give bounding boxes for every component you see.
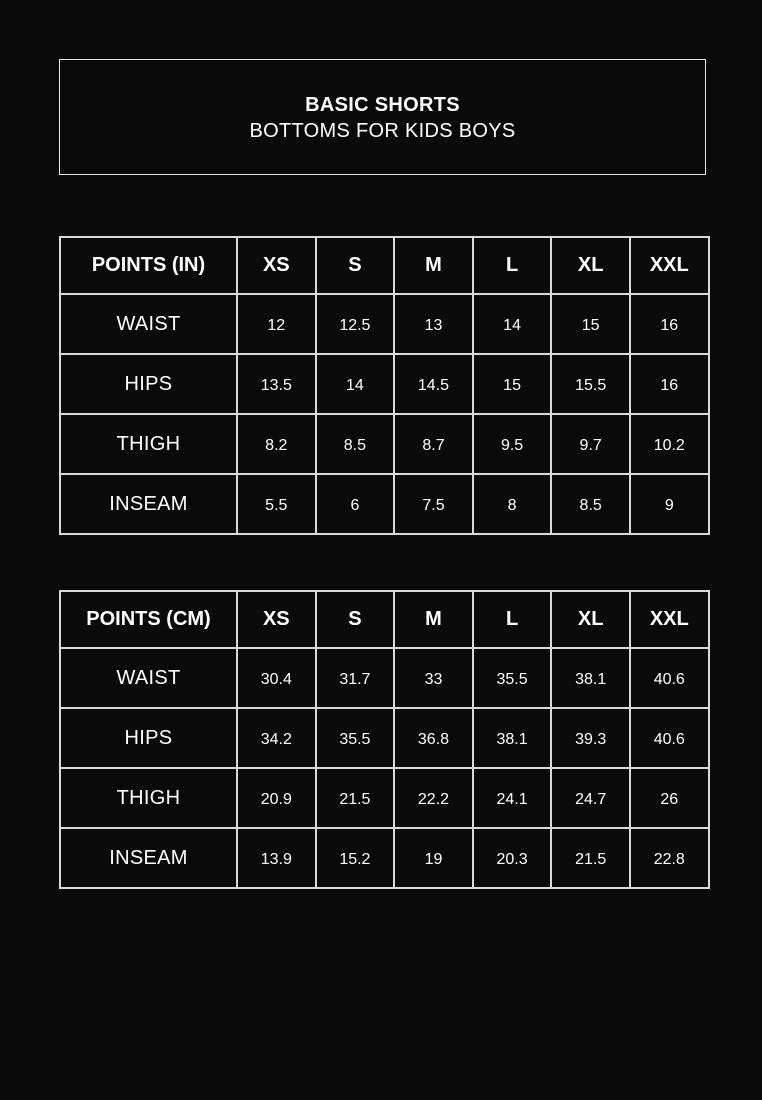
table-cell: 24.7 — [551, 768, 630, 828]
table-cell: 9.5 — [473, 414, 552, 474]
row-label: WAIST — [60, 648, 237, 708]
table-cell: 15 — [473, 354, 552, 414]
row-label: HIPS — [60, 354, 237, 414]
table-cell: 38.1 — [551, 648, 630, 708]
table-cell: 33 — [394, 648, 473, 708]
size-table-centimeters — [59, 590, 710, 889]
table-cell: 21.5 — [551, 828, 630, 888]
table-cell: 22.8 — [630, 828, 709, 888]
table-cell: 34.2 — [237, 708, 316, 768]
table-cell: 13 — [394, 294, 473, 354]
table-cell: 8.5 — [551, 474, 630, 534]
size-header: M — [394, 237, 473, 294]
table-cell: 35.5 — [316, 708, 395, 768]
page-title: BASIC SHORTS — [305, 94, 460, 116]
row-label: THIGH — [60, 414, 237, 474]
table-cell: 16 — [630, 294, 709, 354]
page-subtitle: BOTTOMS FOR KIDS BOYS — [249, 120, 516, 142]
table-cell: 5.5 — [237, 474, 316, 534]
header-box — [59, 59, 706, 175]
table-cell: 9.7 — [551, 414, 630, 474]
table-cell: 39.3 — [551, 708, 630, 768]
size-header: XL — [551, 237, 630, 294]
size-header: M — [394, 591, 473, 648]
table-cell: 40.6 — [630, 648, 709, 708]
table-row — [60, 768, 709, 828]
size-header: XXL — [630, 591, 709, 648]
table-cell: 8.5 — [316, 414, 395, 474]
table-row — [60, 828, 709, 888]
row-label: INSEAM — [60, 828, 237, 888]
size-header: XXL — [630, 237, 709, 294]
table-cell: 13.5 — [237, 354, 316, 414]
row-label: THIGH — [60, 768, 237, 828]
size-header: S — [316, 237, 395, 294]
table-cell: 6 — [316, 474, 395, 534]
table-cell: 20.3 — [473, 828, 552, 888]
table-cell: 15.5 — [551, 354, 630, 414]
table-cell: 20.9 — [237, 768, 316, 828]
table-cell: 9 — [630, 474, 709, 534]
table-header-row — [60, 237, 709, 294]
table-cell: 40.6 — [630, 708, 709, 768]
size-header: L — [473, 237, 552, 294]
table-cell: 7.5 — [394, 474, 473, 534]
table-cell: 30.4 — [237, 648, 316, 708]
table-cell: 22.2 — [394, 768, 473, 828]
size-header: L — [473, 591, 552, 648]
table-cell: 8 — [473, 474, 552, 534]
size-header: S — [316, 591, 395, 648]
table-cell: 38.1 — [473, 708, 552, 768]
table-corner-header: POINTS (CM) — [60, 591, 237, 648]
size-header: XL — [551, 591, 630, 648]
size-header: XS — [237, 237, 316, 294]
table-cell: 10.2 — [630, 414, 709, 474]
table-cell: 21.5 — [316, 768, 395, 828]
table-cell: 8.7 — [394, 414, 473, 474]
table-cell: 16 — [630, 354, 709, 414]
row-label: INSEAM — [60, 474, 237, 534]
table-corner-header: POINTS (IN) — [60, 237, 237, 294]
table-header-row — [60, 591, 709, 648]
table-row — [60, 294, 709, 354]
table-cell: 24.1 — [473, 768, 552, 828]
table-cell: 12.5 — [316, 294, 395, 354]
table-cell: 14.5 — [394, 354, 473, 414]
size-header: XS — [237, 591, 316, 648]
size-table-inches — [59, 236, 710, 535]
table-row — [60, 354, 709, 414]
table-cell: 19 — [394, 828, 473, 888]
table-cell: 14 — [473, 294, 552, 354]
table-cell: 12 — [237, 294, 316, 354]
table-row — [60, 708, 709, 768]
row-label: WAIST — [60, 294, 237, 354]
table-cell: 35.5 — [473, 648, 552, 708]
table-cell: 15.2 — [316, 828, 395, 888]
table-cell: 26 — [630, 768, 709, 828]
table-row — [60, 414, 709, 474]
table-cell: 8.2 — [237, 414, 316, 474]
table-row — [60, 474, 709, 534]
table-cell: 15 — [551, 294, 630, 354]
table-cell: 13.9 — [237, 828, 316, 888]
row-label: HIPS — [60, 708, 237, 768]
table-row — [60, 648, 709, 708]
table-cell: 14 — [316, 354, 395, 414]
table-cell: 31.7 — [316, 648, 395, 708]
table-cell: 36.8 — [394, 708, 473, 768]
